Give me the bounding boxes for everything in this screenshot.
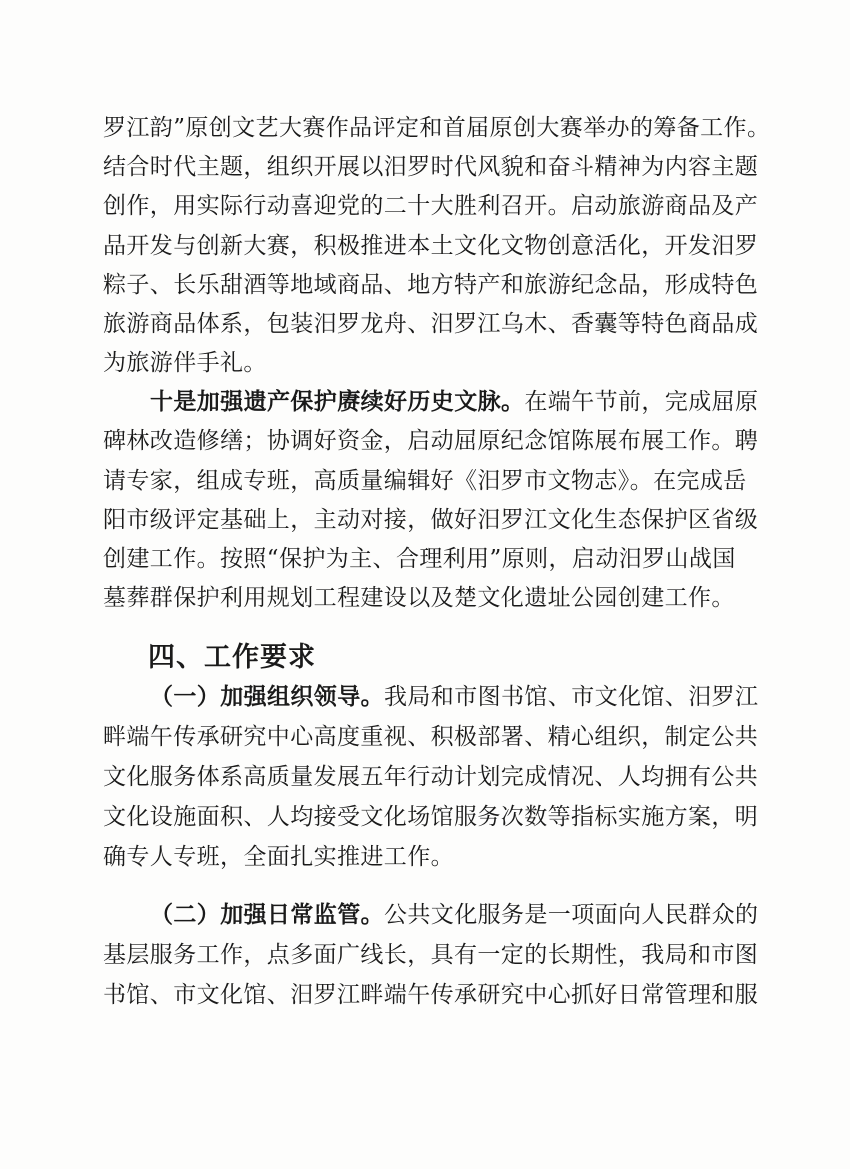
item-2-lead: （二）加强日常监管。 [150,901,384,928]
text-line: 墓葬群保护利用规划工程建设以及楚文化遗址公园创建工作。 [103,585,735,611]
text-line: 畔端午传承研究中心高度重视、积极部署、精心组织，制定公共 [103,724,759,750]
text-line: 阳市级评定基础上，主动对接，做好汨罗江文化生态保护区省级 [103,507,759,533]
text-line: 文化服务体系高质量发展五年行动计划完成情况、人均拥有公共 [103,764,759,790]
text-line: 旅游商品体系，包装汨罗龙舟、汨罗江乌木、香囊等特色商品成 [103,311,759,337]
text-line: 创作，用实际行动喜迎党的二十大胜利召开。启动旅游商品及产 [103,193,759,219]
item-2-first-line [150,900,759,930]
text-line: 请专家，组成专班，高质量编辑好《汨罗市文物志》。在完成岳 [103,468,747,494]
text-line: 结合时代主题，组织开展以汨罗时代风貌和奋斗精神为内容主题 [103,154,759,180]
text-line: 书馆、市文化馆、汨罗江畔端午传承研究中心抓好日常管理和服 [103,982,759,1008]
item-1-lead: （一）加强组织领导。 [150,683,384,710]
text-line: 粽子、长乐甜酒等地域商品、地方特产和旅游纪念品，形成特色 [103,272,759,298]
section-10-first-line [150,387,759,417]
text-line: 创建工作。按照“保护为主、合理利用”原则，启动汨罗山战国 [103,546,736,572]
item-1-first-rest: 我局和市图书馆、市文化馆、汨罗江 [384,684,759,710]
section-10-lead: 十是加强遗产保护赓续好历史文脉。 [150,388,525,415]
text-line: 品开发与创新大赛，积极推进本土文化文物创意活化，开发汨罗 [103,233,759,259]
section-10-first-rest: 在端午节前，完成屈原 [524,389,759,415]
text-line: 基层服务工作，点多面广线长，具有一定的长期性，我局和市图 [103,942,759,968]
text-line: 确专人专班，全面扎实推进工作。 [103,844,454,870]
item-1-first-line [150,682,759,712]
section-heading-4: 四、工作要求 [148,642,316,673]
text-line: 为旅游伴手礼。 [103,350,267,376]
item-2-first-rest: 公共文化服务是一项面向人民群众的 [384,902,759,928]
text-line: 罗江韵”原创文艺大赛作品评定和首届原创大赛举办的筹备工作。 [103,115,771,141]
text-line: 文化设施面积、人均接受文化场馆服务次数等指标实施方案，明 [103,804,759,830]
text-line: 碑林改造修缮；协调好资金，启动屈原纪念馆陈展布展工作。聘 [103,428,759,454]
